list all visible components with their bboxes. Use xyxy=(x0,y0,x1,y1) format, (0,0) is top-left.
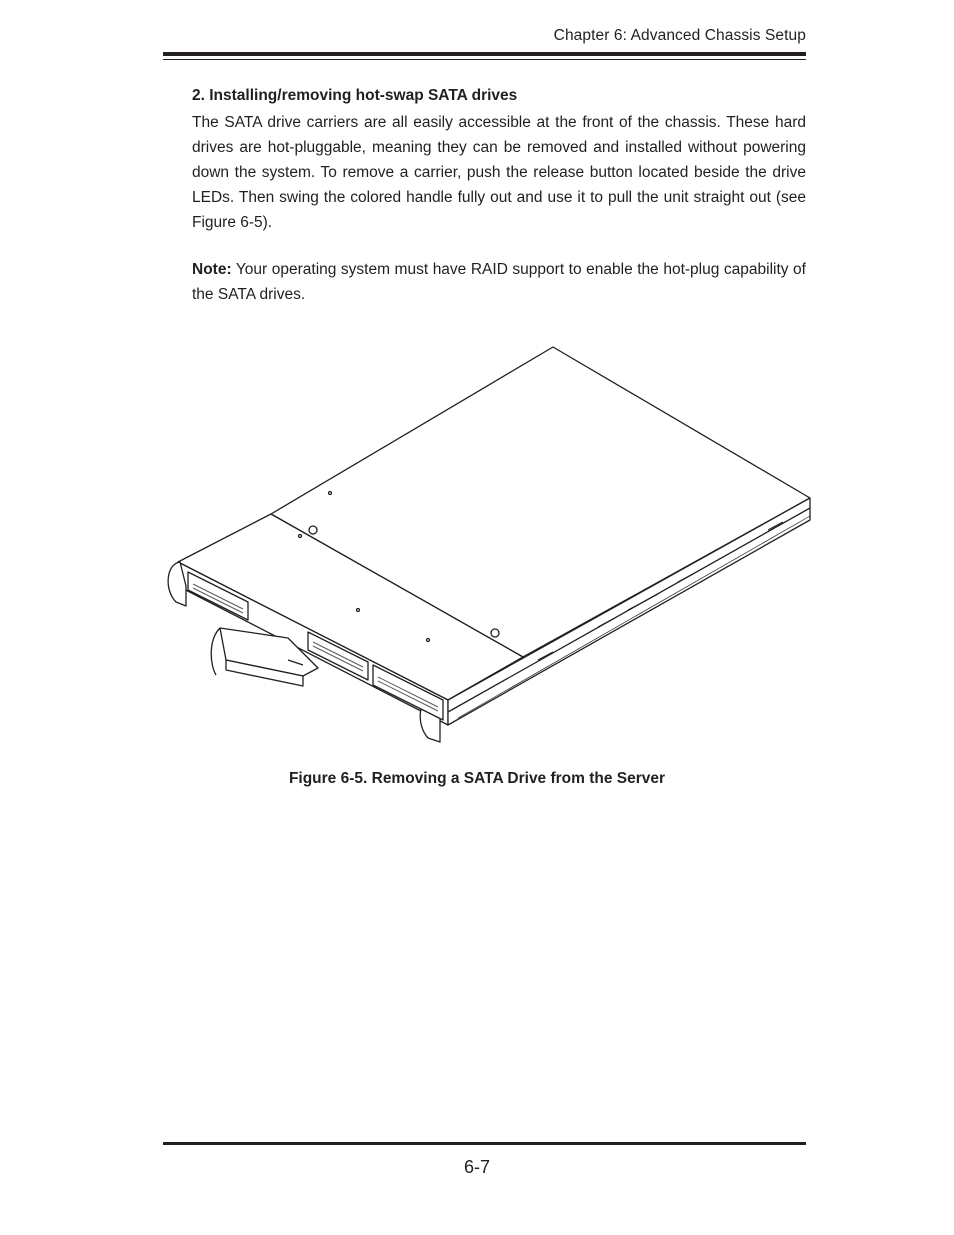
server-chassis-illustration xyxy=(158,340,818,750)
note-label: Note: xyxy=(192,261,232,278)
footer-rule xyxy=(163,1142,806,1145)
chapter-title: Chapter 6: Advanced Chassis Setup xyxy=(553,27,806,44)
note-text: Your operating system must have RAID support to enable the hot-plug capability of the SATA drives. xyxy=(192,261,806,303)
header-rule-thick xyxy=(163,52,806,56)
page-number: 6-7 xyxy=(463,1157,490,1177)
figure-caption: Figure 6-5. Removing a SATA Drive from the Server xyxy=(288,770,666,787)
body-paragraph: The SATA drive carriers are all easily accessible at the front of the chassis. These hard drives are hot-pluggable, meaning they can be removed and installed without powering down the system. To remove a carrier, push the release button located beside the drive LEDs. Then swing the colored handle fully out and use it to pull the unit straight out (see Figure 6-5). xyxy=(192,114,806,231)
note-paragraph xyxy=(192,257,806,307)
header-rule-thin xyxy=(163,59,806,60)
section-heading: 2. Installing/removing hot-swap SATA drives xyxy=(192,87,518,104)
